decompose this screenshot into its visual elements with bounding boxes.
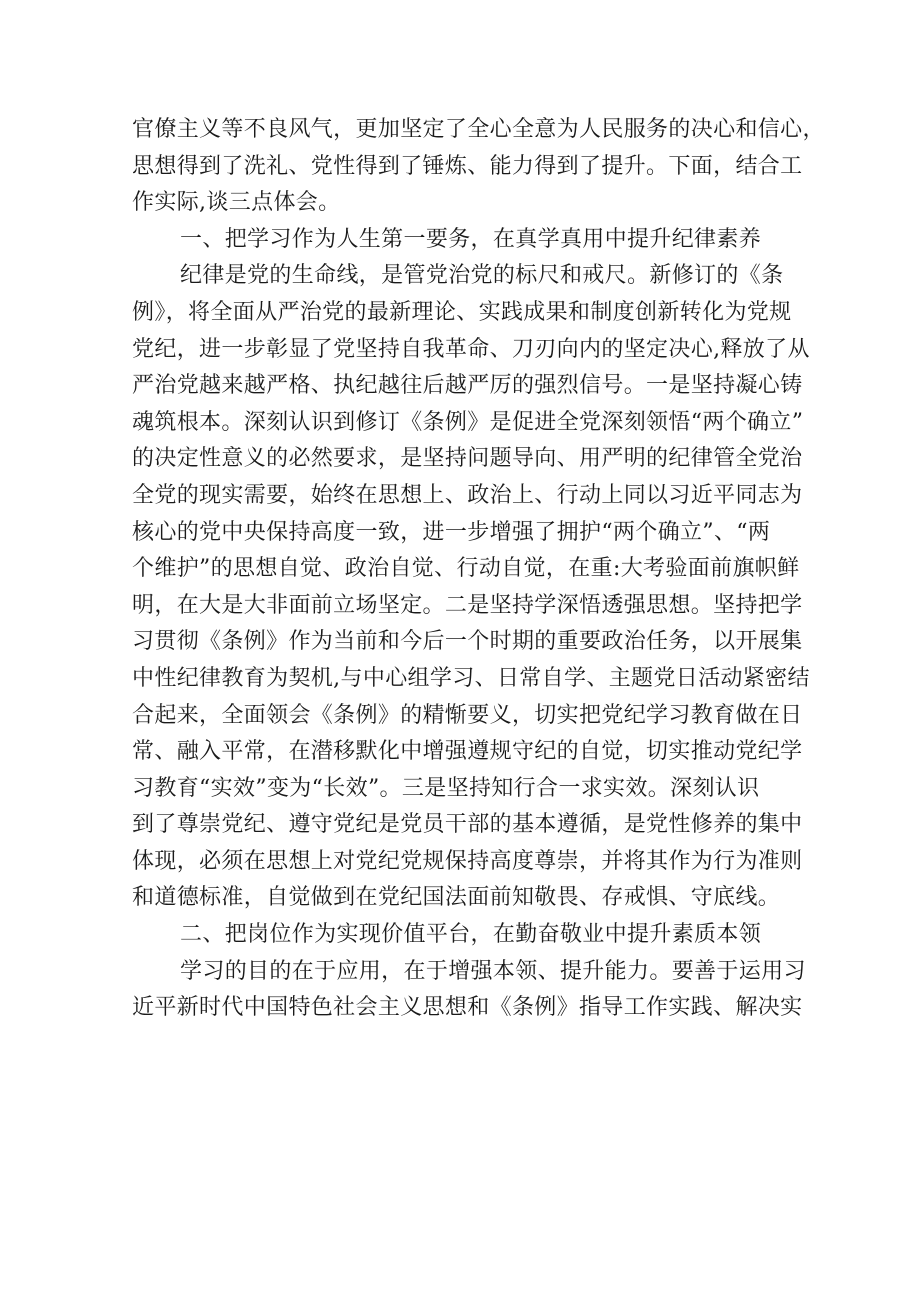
text-line: 合起来，全面领会《条例》的精惭要义，切实把党纪学习教育做在日 xyxy=(132,702,803,728)
text-line: 到了尊崇党纪、遵守党纪是党员干部的基本遵循，是党性修养的集中 xyxy=(132,812,803,838)
text-line: 例》，将全面从严治党的最新理论、实践成果和制度创新转化为党规 xyxy=(132,299,792,325)
text-line: 中性纪律教育为契机,与中心组学习、日常自学、主题党日活动紧密结 xyxy=(132,665,810,691)
text-line: 官僚主义等不良风气，更加坚定了全心全意为人民服务的决心和信心， xyxy=(132,117,825,142)
text-line: 魂筑根本。深刻认识到修订《条例》是促进全党深刻领悟“两个确立” xyxy=(132,409,804,435)
paragraph-start: 纪律是党的生命线，是管党治党的标尺和戒尺。新修订的《条 xyxy=(180,263,784,289)
text-line: 明，在大是大非面前立场坚定。二是坚持学深悟透强思想。坚持把学 xyxy=(132,592,803,618)
text-line: 常、融入平常，在潜移默化中增强遵规守纪的自觉，切实推动党纪学 xyxy=(132,739,803,765)
text-line: 习教育“实效”变为“长效”。三是坚持知行合一求实效。深刻认识 xyxy=(132,775,760,801)
text-line: 的决定性意义的必然要求，是坚持问题导向、用严明的纪律管全党治 xyxy=(132,446,803,472)
document-page xyxy=(132,112,825,1027)
text-line: 核心的党中央保持高度一致，进一步增强了拥护“两个确立”、“两 xyxy=(132,519,771,545)
section-heading-1: 一、把学习作为人生第一要务，在真学真用中提升纪律素养 xyxy=(180,226,762,252)
paragraph-start: 学习的目的在于应用，在于增强本领、提升能力。要善于运用习 xyxy=(180,958,806,984)
text-line: 近平新时代中国特色社会主义思想和《条例》指导工作实践、解决实 xyxy=(132,995,803,1021)
text-line: 严治党越来越严格、执纪越往后越严厉的强烈信号。一是坚持凝心铸 xyxy=(132,373,803,399)
text-line: 和道德标准，自觉做到在党纪国法面前知敬畏、存戒惧、守底线。 xyxy=(132,885,781,911)
section-heading-2: 二、把岗位作为实现价值平台，在勤奋敬业中提升素质本领 xyxy=(180,922,762,948)
text-line: 习贯彻《条例》作为当前和今后一个时期的重要政治任务，以开展集 xyxy=(132,629,803,655)
text-line: 作实际,谈三点体会。 xyxy=(132,190,341,216)
text-line: 全党的现实需要，始终在思想上、政治上、行动上同以习近平同志为 xyxy=(132,482,803,508)
text-line: 党纪，进一步彰显了党坚持自我革命、刀刃向内的坚定决心,释放了从 xyxy=(132,336,810,362)
text-line: 个维护”的思想自觉、政治自觉、行动自觉，在重:大考验面前旗帜鲜 xyxy=(132,556,800,582)
text-line: 思想得到了洗礼、党性得到了锤炼、能力得到了提升。下面，结合工 xyxy=(132,153,803,179)
text-line: 体现，必须在思想上对党纪党规保持高度尊崇，并将其作为行为准则 xyxy=(132,848,803,874)
